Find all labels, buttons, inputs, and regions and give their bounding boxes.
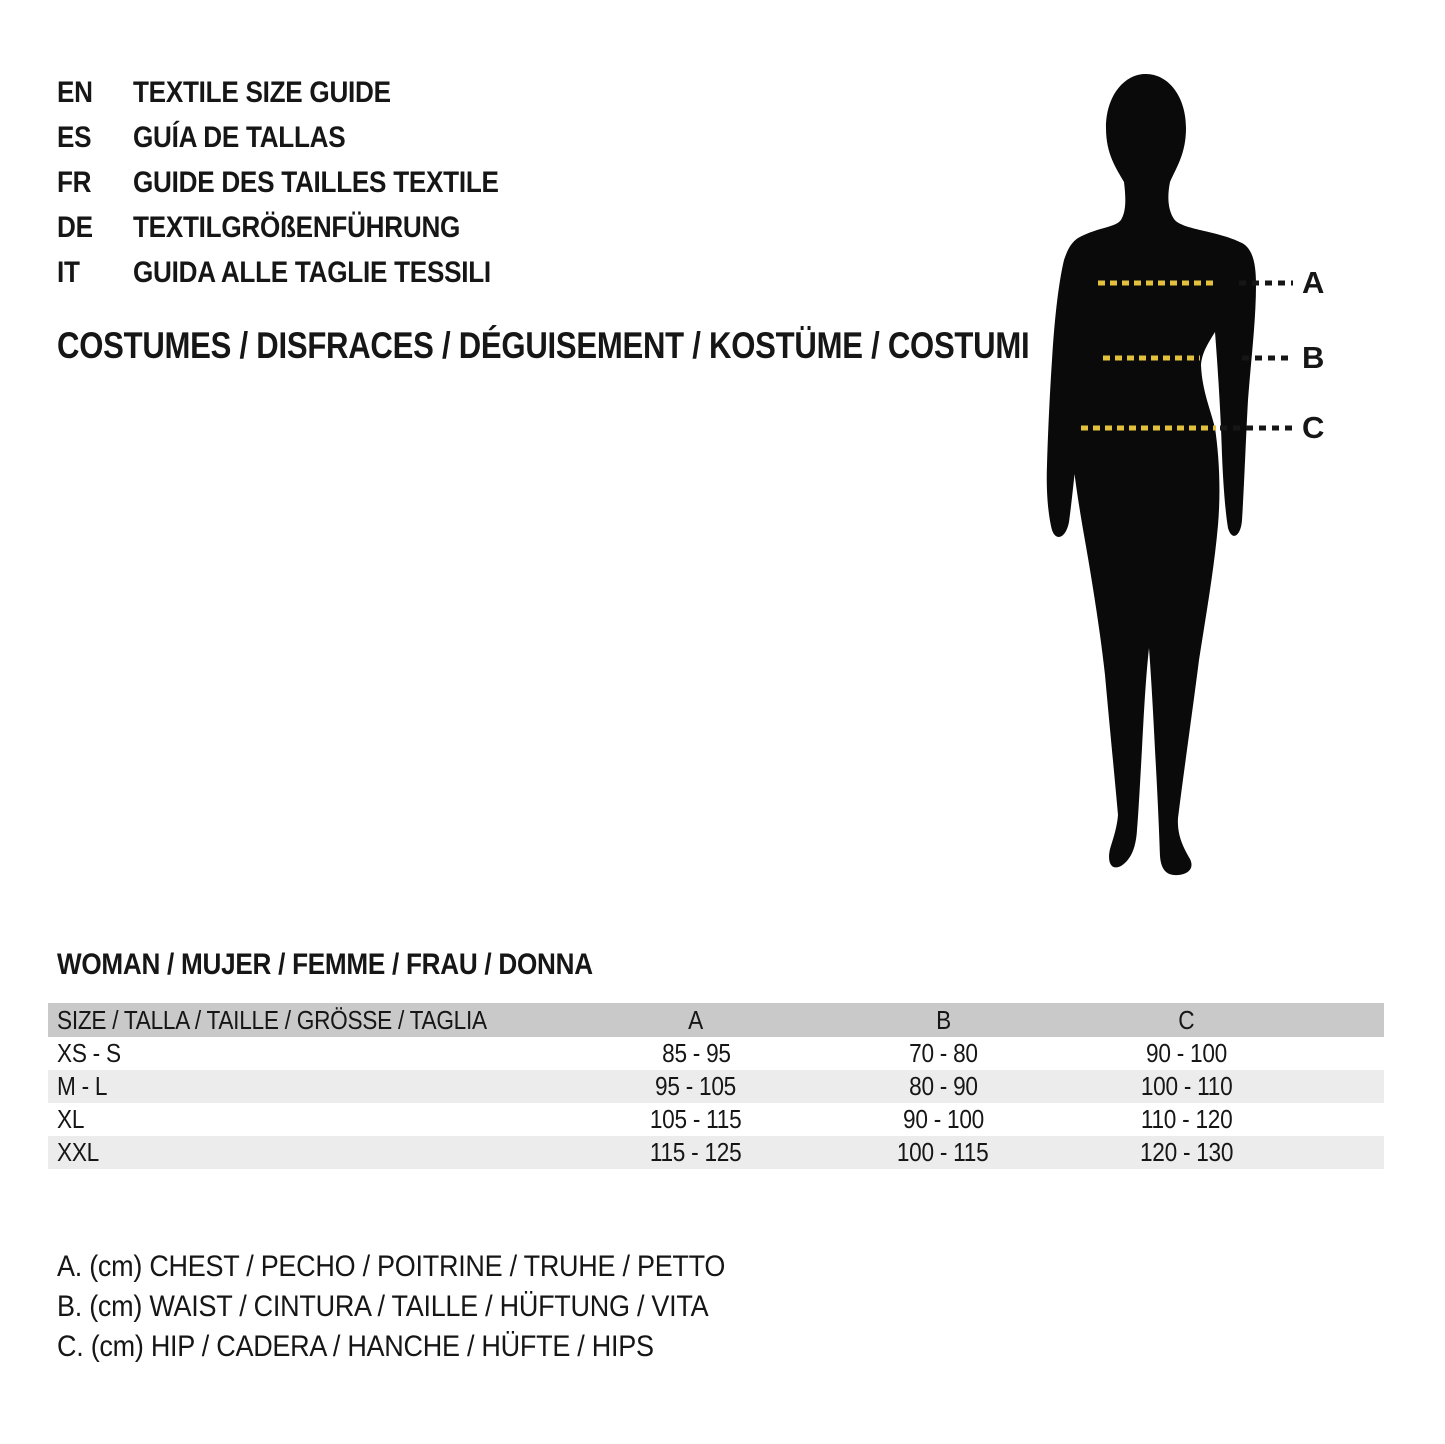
lang-code-fr: FR xyxy=(57,166,92,199)
lang-code-de: DE xyxy=(57,211,93,244)
cell-b: 70 - 80 xyxy=(908,1038,978,1068)
lang-row-de xyxy=(57,205,553,250)
measure-label-a: A xyxy=(1302,265,1325,300)
lang-row-it xyxy=(57,250,553,295)
lang-code-it: IT xyxy=(57,256,80,289)
legend-chest: A. (cm) CHEST / PECHO / POITRINE / TRUHE / PETTO xyxy=(57,1250,726,1283)
section-title-woman: WOMAN / MUJER / FEMME / FRAU / DONNA xyxy=(57,948,593,981)
lang-row-fr xyxy=(57,160,553,205)
table-row-xxl xyxy=(48,1136,1384,1169)
table-row-m-l xyxy=(48,1070,1384,1103)
size-table-header-row xyxy=(48,1003,1384,1037)
category-title: COSTUMES / DISFRACES / DÉGUISEMENT / KOSTÜME / COSTUMI xyxy=(57,325,1030,366)
woman-silhouette xyxy=(1047,74,1256,875)
legend-waist: B. (cm) WAIST / CINTURA / TAILLE / HÜFTUNG / VITA xyxy=(57,1290,709,1323)
col-header-c: C xyxy=(1178,1004,1195,1035)
cell-size: XXL xyxy=(57,1137,99,1167)
col-header-b: B xyxy=(935,1004,951,1035)
lang-title-de: TEXTILGRÖßENFÜHRUNG xyxy=(133,211,461,244)
cell-c: 90 - 100 xyxy=(1145,1038,1227,1068)
lang-title-es: GUÍA DE TALLAS xyxy=(133,121,346,154)
cell-a: 95 - 105 xyxy=(655,1071,737,1101)
cell-c: 110 - 120 xyxy=(1140,1104,1232,1134)
cell-size: XL xyxy=(57,1104,85,1134)
table-row-xl xyxy=(48,1103,1384,1136)
woman-silhouette-figure xyxy=(1020,70,1300,880)
lang-code-es: ES xyxy=(57,121,92,154)
lang-title-en: TEXTILE SIZE GUIDE xyxy=(133,76,391,109)
lang-title-fr: GUIDE DES TAILLES TEXTILE xyxy=(133,166,499,199)
cell-a: 85 - 95 xyxy=(661,1038,731,1068)
size-table xyxy=(48,1003,1384,1169)
table-row-xs-s xyxy=(48,1037,1384,1070)
measure-label-c: C xyxy=(1302,410,1325,445)
cell-b: 80 - 90 xyxy=(908,1071,978,1101)
measurement-legend xyxy=(57,1247,799,1367)
cell-a: 115 - 125 xyxy=(650,1137,742,1167)
legend-hip: C. (cm) HIP / CADERA / HANCHE / HÜFTE / HIPS xyxy=(57,1330,654,1363)
cell-b: 100 - 115 xyxy=(897,1137,989,1167)
cell-size: M - L xyxy=(57,1071,108,1101)
lang-row-en xyxy=(57,70,553,115)
cell-c: 100 - 110 xyxy=(1140,1071,1232,1101)
col-header-size: SIZE / TALLA / TAILLE / GRÖSSE / TAGLIA xyxy=(57,1004,487,1035)
col-header-a: A xyxy=(688,1004,704,1035)
cell-b: 90 - 100 xyxy=(902,1104,984,1134)
lang-title-it: GUIDA ALLE TAGLIE TESSILI xyxy=(133,256,491,289)
cell-c: 120 - 130 xyxy=(1139,1137,1233,1167)
language-list xyxy=(57,70,553,295)
lang-code-en: EN xyxy=(57,76,93,109)
lang-row-es xyxy=(57,115,553,160)
cell-a: 105 - 115 xyxy=(650,1104,742,1134)
cell-size: XS - S xyxy=(57,1038,121,1068)
measure-label-b: B xyxy=(1302,340,1325,375)
